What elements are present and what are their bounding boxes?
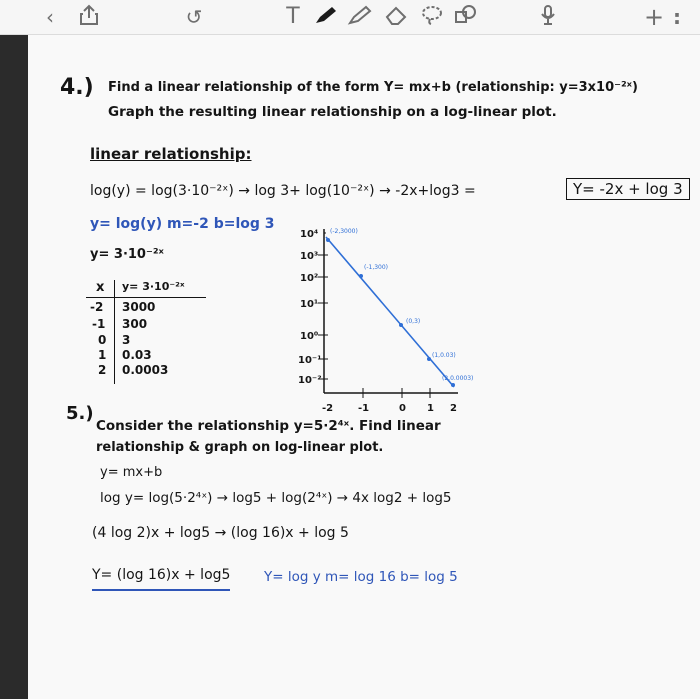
problem4-line2: Graph the resulting linear relationship on a log-linear plot. [108, 104, 557, 120]
data-point [326, 238, 330, 242]
table-row-y: 3000 [122, 300, 156, 314]
table-row-x: 2 [98, 363, 107, 377]
pen-icon[interactable] [312, 4, 340, 30]
problem5-line3: y= mx+b [100, 465, 163, 480]
table-row-x: 1 [98, 348, 107, 362]
table-row-y: 0.03 [122, 348, 152, 362]
table-row-x: 0 [98, 333, 107, 347]
problem5-definitions: Y= log y m= log 16 b= log 5 [264, 569, 458, 585]
point-label: (1,0.03) [432, 352, 456, 359]
data-point [399, 323, 403, 327]
x-tick-label: -2 [322, 403, 334, 414]
problem4-boxed-answer: Y= -2x + log 3 [566, 178, 690, 200]
y-tick-label: 10¹ [300, 299, 319, 310]
toolbar [0, 0, 700, 35]
table-row-x: -1 [92, 317, 106, 331]
problem4-relationship: y= 3·10⁻²ˣ [90, 247, 164, 262]
table-row-y: 0.0003 [122, 363, 169, 377]
note-page[interactable] [28, 35, 700, 699]
point-label: (-2,3000) [330, 228, 358, 235]
chevron-left-icon[interactable]: ‹ [46, 5, 54, 29]
problem5-line5: (4 log 2)x + log5 → (log 16)x + log 5 [92, 525, 349, 541]
share-icon[interactable] [76, 4, 102, 30]
shapes-icon[interactable] [452, 4, 480, 30]
table-divider-h [86, 297, 206, 298]
problem4-number: 4.) [60, 75, 94, 100]
problem4-heading: linear relationship: [90, 145, 252, 163]
value-table [86, 278, 214, 388]
undo-icon[interactable]: ↺ [185, 5, 203, 29]
problem5-number: 5.) [66, 403, 94, 424]
table-header-x: x [96, 280, 105, 295]
text-icon[interactable]: T [286, 4, 300, 29]
x-tick-label: -1 [358, 403, 370, 414]
microphone-icon[interactable] [536, 4, 560, 30]
x-tick-label: 1 [427, 403, 434, 414]
point-label: (-1,300) [364, 264, 389, 271]
problem5-line1: Consider the relationship y=5·2⁴ˣ. Find linear [96, 418, 441, 434]
point-label: (0,3) [406, 318, 421, 325]
graph-canvas [290, 223, 500, 423]
problem5-final-answer: Y= (log 16)x + log5 [92, 567, 230, 591]
point-label: (2,0.0003) [442, 375, 474, 382]
lasso-icon[interactable] [418, 4, 446, 30]
more-menu-button[interactable]: : [673, 5, 681, 29]
table-row-y: 3 [122, 333, 131, 347]
log-linear-graph [290, 223, 500, 423]
regression-line [326, 237, 454, 387]
x-tick-label: 0 [399, 403, 406, 414]
problem4-equation: log(y) = log(3·10⁻²ˣ) → log 3+ log(10⁻²ˣ) → -2x+log3 = [90, 183, 476, 199]
x-tick-label: 2 [450, 403, 457, 414]
y-tick-label: 10⁻² [298, 375, 322, 386]
eraser-icon[interactable] [382, 4, 410, 30]
y-tick-label: 10² [300, 273, 319, 284]
problem4-line1: Find a linear relationship of the form Y= mx+b (relationship: y=3x10⁻²ˣ) [108, 80, 638, 95]
y-tick-label: 10³ [300, 251, 319, 262]
problem4-definitions: y= log(y) m=-2 b=log 3 [90, 216, 275, 232]
y-tick-label: 10⁰ [300, 331, 319, 342]
y-tick-label: 10⁴ [300, 229, 319, 240]
table-row-x: -2 [90, 300, 104, 314]
problem5-line2: relationship & graph on log-linear plot. [96, 440, 384, 455]
data-point [427, 357, 431, 361]
data-point [359, 274, 363, 278]
problem5-line4: log y= log(5·2⁴ˣ) → log5 + log(2⁴ˣ) → 4x log2 + log5 [100, 490, 452, 506]
add-page-button[interactable]: + [644, 3, 665, 31]
highlighter-icon[interactable] [346, 4, 374, 30]
data-point [451, 383, 455, 387]
table-divider-v [114, 280, 115, 384]
table-row-y: 300 [122, 317, 148, 331]
table-header-y: y= 3·10⁻²ˣ [122, 280, 185, 293]
y-tick-label: 10⁻¹ [298, 355, 322, 366]
